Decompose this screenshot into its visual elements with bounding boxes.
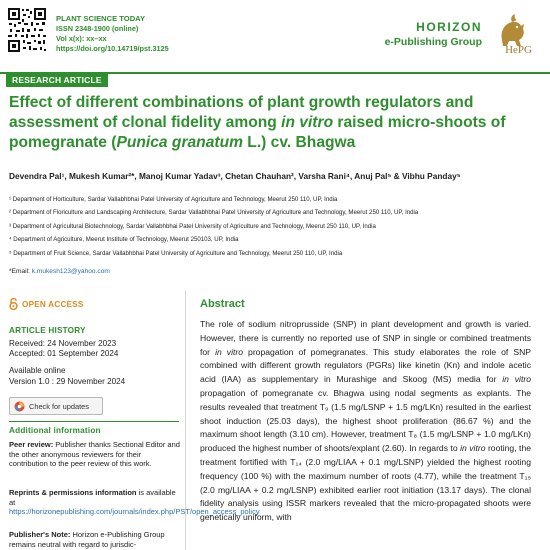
abstract-heading: Abstract — [200, 298, 245, 310]
correspondence-email — [9, 268, 110, 275]
additional-info-heading: Additional information — [9, 426, 101, 435]
abstract-segment: rooting, the treatment fortified with T₁₄ (2.0 mg/LIAA + 0.1 mg/LSNP) yielded the highest rooting frequency (100 %) with the maximum number of roots (4.77), while the treatment T₁₅ (2.0 mg/LIAA + 0.2 mg/LSNP) exhibited earlier root initiation (13.17 days). The clonal fidelity analysis using ISSR markers revealed that the micro-propagated shoots were genetically uniform, with — [200, 443, 532, 523]
affiliation-item: ⁴ Department of Agriculture, Meerut Institute of Technology, Meerut 250103, UP, India — [9, 236, 239, 244]
doi-link[interactable]: https://doi.org/10.14719/pst.3125 — [56, 44, 169, 53]
publisher-note-text: Horizon e-Publishing Group remains neutral with regard to jurisdic- — [9, 530, 165, 549]
available-online: Available online — [9, 366, 66, 376]
publisher-line1: HORIZON — [416, 20, 482, 34]
publisher-note-label: Publisher's Note: — [9, 530, 71, 539]
affiliation-item: ¹ Department of Horticulture, Sardar Vallabhbhai Patel University of Agriculture and Technology, Meerut 250 110, UP, India — [9, 196, 338, 203]
check-for-updates-label: Check for updates — [29, 401, 89, 411]
peer-review-label: Peer review: — [9, 440, 54, 449]
affiliation-list — [9, 193, 544, 260]
email-label: *Email: — [9, 268, 32, 275]
publisher-line2: e-Publishing Group — [384, 36, 482, 48]
journal-volume: Vol x(x): xx–xx — [56, 34, 107, 43]
abstract-segment: propagation of pomegranate cv. Bhagwa using nodal segments as explants. The results revealed that treatment T₉ (1.5 mg/LSNP + 1.5 mg/LKn) resulted in the earliest shoot induction (25.03 days), the highest shoot proliferation (86.67 %) and the maximum shoot length (3.10 cm). However, treatment T₈ (1.5 mg/LSNP + 1.0 mg/LKn) produced the highest number of shoots/explant (2.60). In regards to — [200, 387, 531, 454]
email-link[interactable]: k.mukesh123@yahoo.com — [31, 268, 110, 275]
crossmark-icon — [14, 401, 25, 412]
reprints-label: Reprints & permissions information — [9, 488, 137, 497]
abstract-segment: propagation of pomegranates. This study elaborates the role of SNP combined with different growth regulators (PGRs) like kinetin (Kn) and indole acetic acid (IAA) as supplementary in Murashige and Skoog (MS) media for — [200, 346, 532, 385]
journal-name: PLANT SCIENCE TODAY — [56, 14, 146, 23]
reprints-text: is available at — [9, 488, 176, 507]
reprints-note — [9, 488, 260, 517]
title-part2: raised micro-shoots of pomegranate ( — [9, 114, 506, 151]
abstract-italic: in vitro — [502, 374, 531, 385]
sidebar-divider — [9, 421, 179, 422]
article-title — [9, 93, 544, 153]
open-access-badge — [9, 298, 84, 310]
affiliation-item: ⁵ Department of Fruit Science, Sardar Vallabhbhai Patel University of Agriculture and Technology, Meerut 250 110, UP, India — [9, 249, 343, 257]
title-italic2: Punica granatum — [116, 134, 243, 151]
accepted-date: Accepted: 01 September 2024 — [9, 349, 119, 359]
received-date: Received: 24 November 2023 — [9, 339, 117, 348]
affiliation-item: ³ Department of Agricultural Biotechnology, Sardar Vallabhbhai Patel University of Agriculture and Technology, Meerut 250 110, UP, India — [9, 222, 376, 230]
publisher-name — [385, 20, 482, 49]
check-for-updates-button[interactable] — [9, 397, 103, 415]
peer-review-text: Publisher thanks Sectional Editor and the other anonymous reviewers for their contribution to the peer review of this work. — [9, 440, 180, 469]
author-list: Devendra Pal¹, Mukesh Kumar²*, Manoj Kumar Yadav³, Chetan Chauhan², Varsha Rani⁴, Anuj Pal⁵ & Vibhu Panday⁵ — [9, 171, 461, 181]
publisher-note — [9, 530, 181, 549]
affiliation-item: ² Department of Floriculture and Landscaping Architecture, Sardar Vallabhbhai Patel University of Agriculture and Technology, Meerut 250 110, UP, India — [9, 209, 419, 217]
article-history — [9, 339, 125, 387]
article-history-heading: ARTICLE HISTORY — [9, 326, 86, 335]
publisher-logo-text: HePG — [505, 44, 532, 56]
open-lock-icon — [9, 298, 18, 310]
reprints-link[interactable]: https://horizonepublishing.com/journals/index.php/PST/open_access_policy — [9, 507, 260, 517]
journal-issn: ISSN 2348-1900 (online) — [56, 24, 139, 33]
open-access-label: OPEN ACCESS — [22, 299, 84, 309]
title-part3: L.) cv. Bhagwa — [242, 134, 356, 151]
peer-review-note — [9, 440, 181, 469]
abstract-text — [200, 318, 531, 525]
article-type-badge: RESEARCH ARTICLE — [6, 74, 108, 87]
abstract-italic: in vitro — [460, 443, 486, 454]
abstract-segment: The role of sodium nitroprusside (SNP) in plant development and growth is varied. However, there is currently no reported use of SNP in single or combined treatments for — [200, 319, 531, 357]
version-info: Version 1.0 : 29 November 2024 — [9, 376, 126, 386]
qr-code — [7, 7, 47, 53]
abstract-italic: in vitro — [215, 346, 244, 357]
journal-info — [56, 14, 169, 54]
title-italic1: in vitro — [281, 114, 334, 131]
title-part1: Effect of different combinations of plant growth regulators and assessment of clonal fidelity among — [9, 94, 474, 131]
